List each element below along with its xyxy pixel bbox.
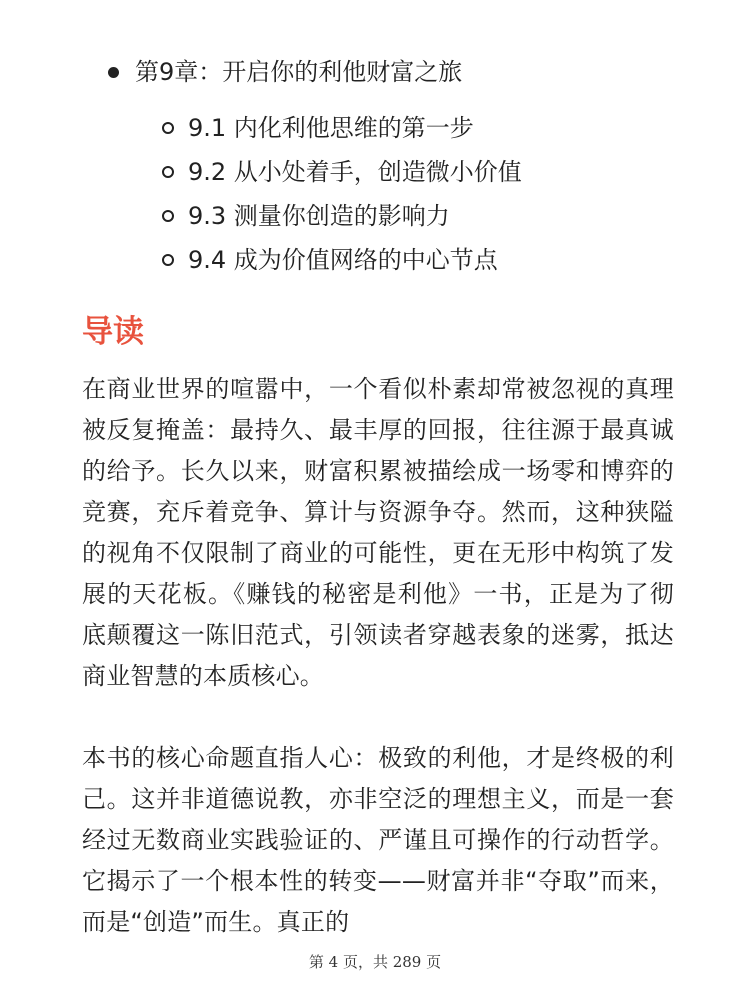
toc-section-item <box>162 194 522 238</box>
intro-paragraph: 本书的核心命题直指人心：极致的利他，才是终极的利己。这并非道德说教，亦非空泛的理想主义，而是一套经过无数商业实践验证的、严谨且可操作的行动哲学。它揭示了一个根本性的转变——财富并非“夺取”而来，而是“创造”而生。真正的 <box>82 744 674 936</box>
bullet-circle-icon <box>162 166 174 178</box>
toc-section-title: 9.2 从小处着手，创造微小价值 <box>188 158 522 186</box>
bullet-disc-icon <box>108 67 119 78</box>
toc-section-item <box>162 106 522 150</box>
toc-chapter-title: 第9章：开启你的利他财富之旅 <box>135 58 463 86</box>
toc-section-list <box>162 106 522 282</box>
toc-section-title: 9.3 测量你创造的影响力 <box>188 202 450 230</box>
page-number-footer: 第 4 页，共 289 页 <box>308 953 442 971</box>
toc-chapter-item <box>108 52 462 92</box>
bullet-circle-icon <box>162 210 174 222</box>
toc-section-item <box>162 150 522 194</box>
intro-paragraph: 在商业世界的喧嚣中，一个看似朴素却常被忽视的真理被反复掩盖：最持久、最丰厚的回报，往往源于最真诚的给予。长久以来，财富积累被描绘成一场零和博弈的竞赛，充斥着竞争、算计与资源争夺。然而，这种狭隘的视角不仅限制了商业的可能性，更在无形中构筑了发展的天花板。《赚钱的秘密是利他》一书，正是为了彻底颠覆这一陈旧范式，引领读者穿越表象的迷雾，抵达商业智慧的本质核心。 <box>82 375 674 690</box>
toc-section-title: 9.1 内化利他思维的第一步 <box>188 114 474 142</box>
toc-section-item <box>162 238 522 282</box>
toc-section-title: 9.4 成为价值网络的中心节点 <box>188 246 498 274</box>
bullet-circle-icon <box>162 254 174 266</box>
bullet-circle-icon <box>162 122 174 134</box>
section-heading: 导读 <box>82 314 144 350</box>
